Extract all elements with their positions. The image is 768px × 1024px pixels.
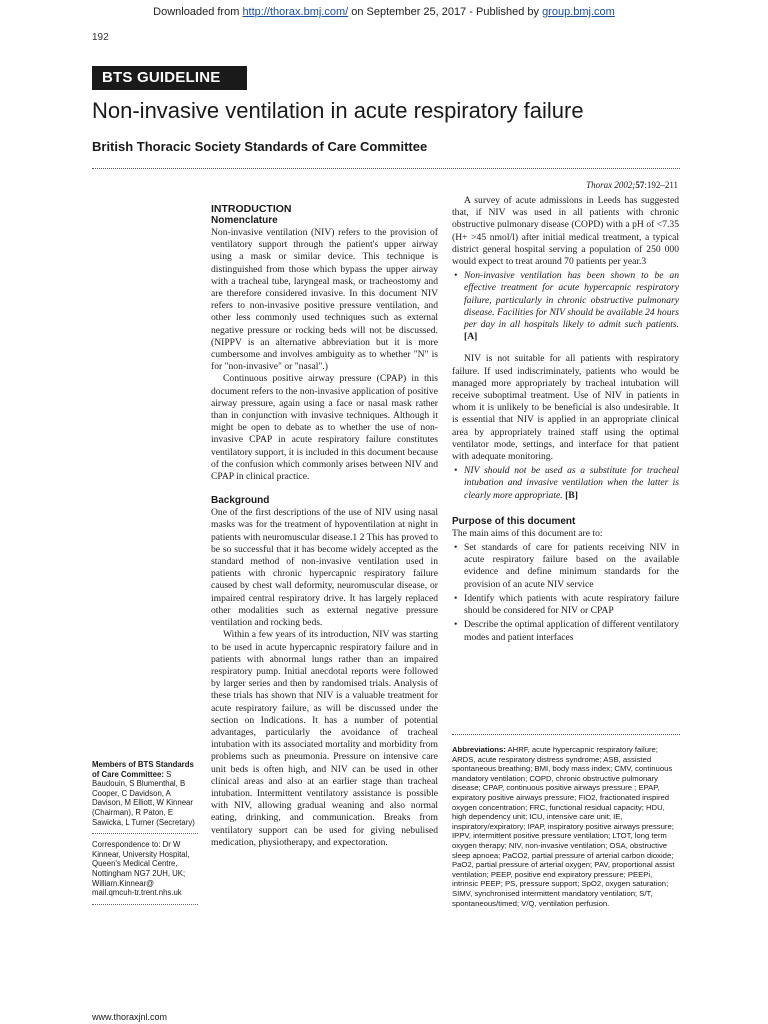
nomenclature-paragraph-2: Continuous positive airway pressure (CPAP) in this document refers to the non-invasive application of positive airway pressure, again using a face or nasal mask rather than in conjunction with invasive techniques. Although it might be open to debate as to whether the use of non-invasive CPAP in acute respiratory failure constitutes ventilatory support, it is included in this document because of the confusion which commonly arises between NIV and CPAP in clinical practice.: [211, 373, 438, 483]
sidebar: [92, 760, 198, 911]
column-right: [452, 195, 679, 646]
aim-item: • Set standards of care for patients receiving NIV in acute respiratory failure based on the available evidence and define minimum standards for the provision of an acute NIV service: [452, 542, 679, 591]
recommendation-2-grade: [B]: [565, 489, 578, 501]
banner-middle: on September 25, 2017 - Published by: [348, 6, 543, 18]
download-banner: [0, 6, 768, 18]
article-subtitle: British Thoracic Society Standards of Care Committee: [92, 139, 428, 154]
background-paragraph-2: Within a few years of its introduction, NIV was starting to be used in acute hypercapnic respiratory failure and in patients with abnormal lungs rather than an impaired respiratory pump. Initial anecdotal reports were followed by larger series and then by randomised trials. Analysis of these trials has shown that NIV is a valuable treatment for acute respiratory failure, as will be discussed under the section on Indications. It has a number of potential advantages, particularly the avoidance of tracheal intubation with its associated mortality and morbidity from problems such as pneumonia. Pressure on intensive care unit beds is often high, and NIV can be used in other clinical areas and also at an earlier stage than tracheal intubation. Intermittent ventilatory assistance is possible with NIV, allowing gradual weaning and also normal eating, drinking, and communication. Breaks from ventilatory support can be used for giving nebulised medication, physiotherapy, and expectoration.: [211, 629, 438, 848]
abbreviations-text: AHRF, acute hypercapnic respiratory failure; ARDS, acute respiratory distress syndrome; ASB, assisted spontaneous breathing; BMI, body mass index; CMV, continuous mandatory ventilation; COPD, chronic obstructive pulmonary disease; CPAP, continuous positive airways pressure ; EPAP, expiratory positive airways pressure; FIO2, fractionated inspired oxygen concentration; FRC, functional residual capacity; HDU, high dependency unit; ICU, intensive care unit; IE, inspiratory/expiratory; IPAP, inspiratory positive airways pressure; IPPV, intermittent positive pressure ventilation; LTOT, long term oxygen therapy; NIV, non-invasive ventilation; OSA, obstructive sleep apnoea; PaCO2, partial pressure of arterial carbon dioxide; PaO2, partial pressure of arterial oxygen; PAV, proportional assist ventilation; PEEP, positive end expiratory pressure; PEEPi, intrinsic PEEP; PS, pressure support; SpO2, oxygen saturation; SIMV, synchronised intermittent mandatory ventilation; S/T, spontaneous/timed; V/Q, ventilation perfusion.: [452, 745, 675, 908]
aim-item: • Describe the optimal application of different ventilatory modes and patient interfaces: [452, 619, 679, 643]
recommendation-bullet-2: [452, 465, 679, 502]
citation: [586, 180, 678, 190]
article-title: Non-invasive ventilation in acute respiratory failure: [92, 98, 584, 123]
abbreviations-lead: Abbreviations:: [452, 745, 506, 754]
header-divider: [92, 168, 680, 169]
purpose-intro: The main aims of this document are to:: [452, 527, 603, 539]
recommendation-bullet-1: [452, 270, 679, 343]
nomenclature-paragraph-1: Non-invasive ventilation (NIV) refers to the provision of ventilatory support through the patient's upper airway using a mask or similar device. This technique is distinguished from those which bypass the upper airway with a tracheal tube, laryngeal mask, or tracheostomy and are therefore considered invasive. In this document NIV refers to non-invasive positive pressure ventilation, and other less commonly used techniques such as external negative pressure or rocking beds will not be discussed. (NIPPV is an alternative abbreviation but it is more cumbersome and involves ambiguity as to whether "N" is for "non-invasive" or "nasal".): [211, 227, 438, 373]
citation-volume: 57: [635, 180, 645, 190]
background-heading: Background: [211, 495, 270, 507]
sidebar-divider: [92, 833, 198, 834]
citation-pages: :192–211: [644, 180, 678, 190]
page-number: 192: [92, 32, 109, 43]
recommendation-2-text: NIV should not be used as a substitute for tracheal intubation and invasive ventilation when the latter is clearly more appropriate.: [464, 465, 679, 501]
members-heading: Members of BTS Standards of Care Committee:: [92, 760, 194, 779]
sidebar-divider-bottom: [92, 904, 198, 905]
thorax-link[interactable]: http://thorax.bmj.com/: [242, 6, 349, 18]
members-text: S Baudouin, S Blumenthal, B Cooper, C Davidson, A Davison, M Elliott, W Kinnear (Chairman), R Paton, E Sawicka, L Turner (Secretary): [92, 769, 195, 827]
column-left: [211, 203, 438, 849]
group-bmj-link[interactable]: group.bmj.com: [542, 6, 615, 18]
survey-paragraph: A survey of acute admissions in Leeds has suggested that, if NIV was used in all patients with chronic obstructive pulmonary disease (COPD) with a pH of <7.35 (H+ >45 nmol/l) after initial medical treatment, a typical district general hospital serving a population of 250 000 would expect to treat around 70 patients per year.3: [452, 195, 679, 268]
purpose-heading: Purpose of this document: [452, 515, 576, 527]
banner-prefix: Downloaded from: [153, 6, 243, 18]
not-suitable-paragraph: NIV is not suitable for all patients with respiratory failure. If used indiscriminately, patients who would be managed more appropriately by tracheal intubation will receive suboptimal treatment. Use of NIV in patients in whom it is unlikely to be beneficial is also undesirable. It is essential that NIV is applied in an appropriate clinical area by appropriately trained staff using the optimal ventilator mode, settings, and interface for that patient with adequate monitoring.: [452, 353, 679, 463]
intro-heading: INTRODUCTION: [211, 203, 292, 215]
abbreviations-box: [452, 745, 680, 908]
guideline-tag: BTS GUIDELINE: [92, 66, 247, 90]
footer-url[interactable]: www.thoraxjnl.com: [92, 1012, 168, 1022]
recommendation-1-grade: [A]: [464, 331, 478, 343]
background-paragraph-1: One of the first descriptions of the use of NIV using nasal masks was for the treatment of hypoventilation at night in patients with neuromuscular disease.1 2 This has proved to be so successful that it has become widely accepted as the standard method of non-invasive ventilation used in patients with chronic hypercapnic respiratory failure caused by chest wall deformity, neuromuscular disease, or impaired central respiratory drive. It has largely replaced other modalities such as external negative pressure ventilation and rocking beds.: [211, 507, 438, 629]
nomenclature-heading: Nomenclature: [211, 215, 278, 226]
citation-journal: Thorax 2002;: [586, 180, 636, 190]
correspondence-text: Correspondence to: Dr W Kinnear, University Hospital, Queen's Medical Centre, Nottingham NG7 2UH, UK; William.Kinnear@ mail.qmcuh-tr.trent.nhs.uk: [92, 840, 190, 898]
recommendation-1-text: Non-invasive ventilation has been shown to be an effective treatment for acute hypercapnic respiratory failure, particularly in chronic obstructive pulmonary disease. Facilities for NIV should be available 24 hours per day in all hospitals likely to admit such patients.: [464, 270, 679, 331]
abbreviations-divider: [452, 734, 680, 735]
aim-item: • Identify which patients with acute respiratory failure should be considered for NIV or CPAP: [452, 593, 679, 617]
